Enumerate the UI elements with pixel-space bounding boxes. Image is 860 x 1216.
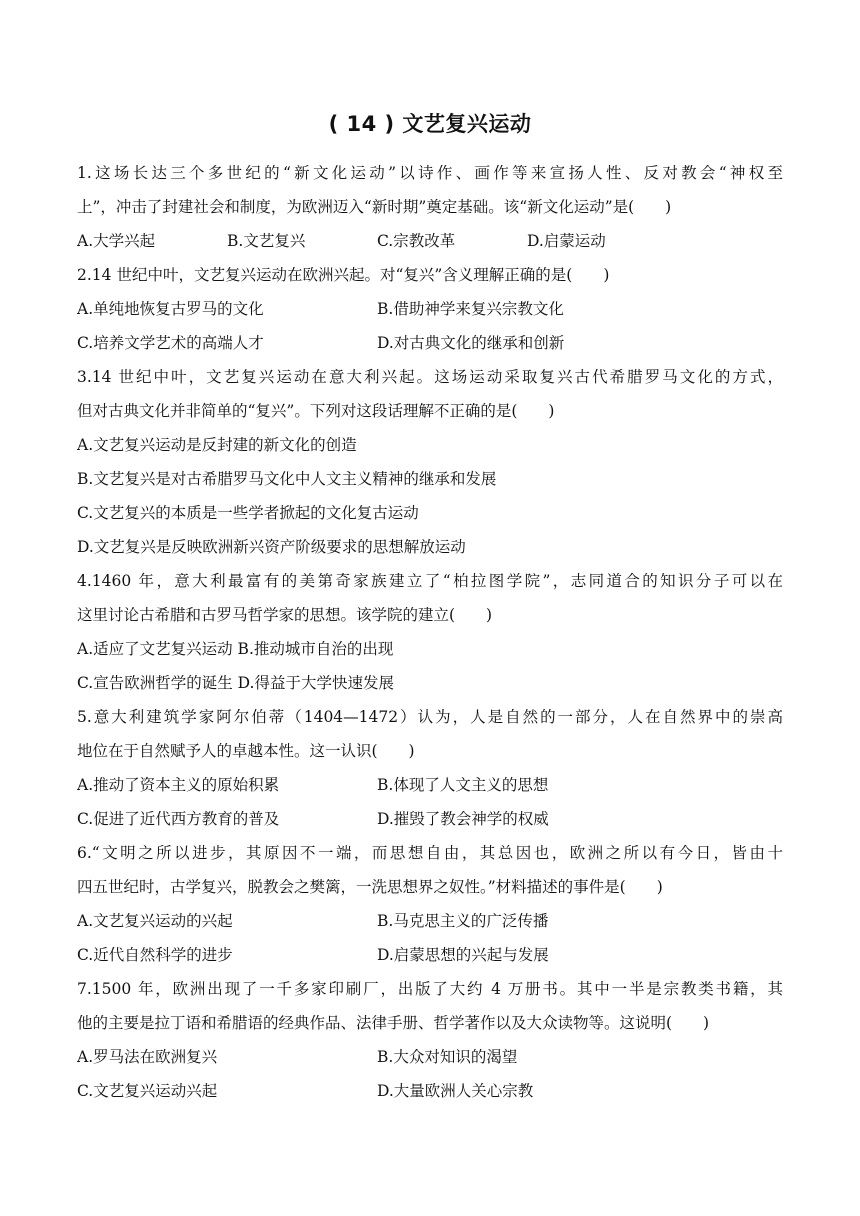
question-stem-line: 1.这场长达三个多世纪的“新文化运动”以诗作、画作等来宣扬人性、反对教会“神权至 [77,164,783,182]
option-d: D.启蒙运动 [527,232,606,250]
question-stem-line: 4.1460 年，意大利最富有的美第奇家族建立了“柏拉图学院”，志同道合的知识分子可以在 [77,572,783,590]
option-c: C.宗教改革 [377,232,456,250]
option-a: A.推动了资本主义的原始积累 [77,776,280,794]
option-b: B.马克思主义的广泛传播 [377,912,549,930]
option-b: B.文艺复兴是对古希腊罗马文化中人文主义精神的继承和发展 [77,470,497,488]
option-c: C.近代自然科学的进步 [77,946,233,964]
option-b: B.文艺复兴 [227,232,306,250]
option-c: C.培养文学艺术的高端人才 [77,334,264,352]
question-stem-line: 3.14 世纪中叶，文艺复兴运动在意大利兴起。这场运动采取复兴古代希腊罗马文化的方式， [77,368,783,386]
option-b: B.借助神学来复兴宗教文化 [377,300,564,318]
question-stem-line: 这里讨论古希腊和古罗马哲学家的思想。该学院的建立( ) [77,606,493,624]
option-d: D.对古典文化的继承和创新 [377,334,565,352]
options-row [77,224,783,258]
question-7 [77,972,783,1108]
question-stem-line: 四五世纪时，古学复兴，脱教会之樊篱，一洗思想界之奴性。”材料描述的事件是( ) [77,878,663,896]
question-1 [77,156,783,258]
option-c: C.促进了近代西方教育的普及 [77,810,280,828]
options-row-ab: A.适应了文艺复兴运动 B.推动城市自治的出现 [77,640,394,658]
question-stem-line: 7.1500 年，欧洲出现了一千多家印刷厂，出版了大约 4 万册书。其中一半是宗教类书籍，其 [77,980,783,998]
page-title: ( 14 ) 文艺复兴运动 [328,112,532,136]
option-d: D.文艺复兴是反映欧洲新兴资产阶级要求的思想解放运动 [77,538,466,556]
question-4 [77,564,783,700]
question-stem-line: 5.意大利建筑学家阿尔伯蒂（1404—1472）认为，人是自然的一部分，人在自然界中的崇高 [77,708,783,726]
question-stem-line: 地位在于自然赋予人的卓越本性。这一认识( ) [77,742,415,760]
option-d: D.启蒙思想的兴起与发展 [377,946,549,964]
option-a: A.大学兴起 [77,232,156,250]
options-row [77,768,783,802]
option-a: A.文艺复兴运动是反封建的新文化的创造 [77,436,357,454]
option-c: C.文艺复兴的本质是一些学者掀起的文化复古运动 [77,504,419,522]
question-stem-line: 6.“文明之所以进步，其原因不一端，而思想自由，其总因也，欧洲之所以有今日，皆由十 [77,844,783,862]
question-stem-line: 但对古典文化并非简单的“复兴”。下列对这段话理解不正确的是( ) [77,402,555,420]
option-a: A.单纯地恢复古罗马的文化 [77,300,264,318]
option-d: D.摧毁了教会神学的权威 [377,810,549,828]
question-stem-line: 上”，冲击了封建社会和制度，为欧洲迈入“新时期”奠定基础。该“新文化运动”是( ) [77,198,672,216]
options-row [77,326,783,360]
question-5 [77,700,783,836]
options-row-cd: C.宣告欧洲哲学的诞生 D.得益于大学快速发展 [77,674,394,692]
option-b: B.体现了人文主义的思想 [377,776,549,794]
question-6 [77,836,783,972]
options-row [77,938,783,972]
option-c: C.文艺复兴运动兴起 [77,1082,218,1100]
question-2 [77,258,783,360]
question-stem-line: 他的主要是拉丁语和希腊语的经典作品、法律手册、哲学著作以及大众读物等。这说明( ) [77,1014,710,1032]
question-stem-line: 2.14 世纪中叶，文艺复兴运动在欧洲兴起。对“复兴”含义理解正确的是( ) [77,266,610,284]
option-d: D.大量欧洲人关心宗教 [377,1082,534,1100]
question-list [77,156,783,1108]
options-row [77,1074,783,1108]
options-row [77,904,783,938]
question-3 [77,360,783,564]
options-row [77,1040,783,1074]
option-b: B.大众对知识的渴望 [377,1048,518,1066]
options-row [77,292,783,326]
option-a: A.罗马法在欧洲复兴 [77,1048,218,1066]
option-a: A.文艺复兴运动的兴起 [77,912,233,930]
options-row [77,802,783,836]
